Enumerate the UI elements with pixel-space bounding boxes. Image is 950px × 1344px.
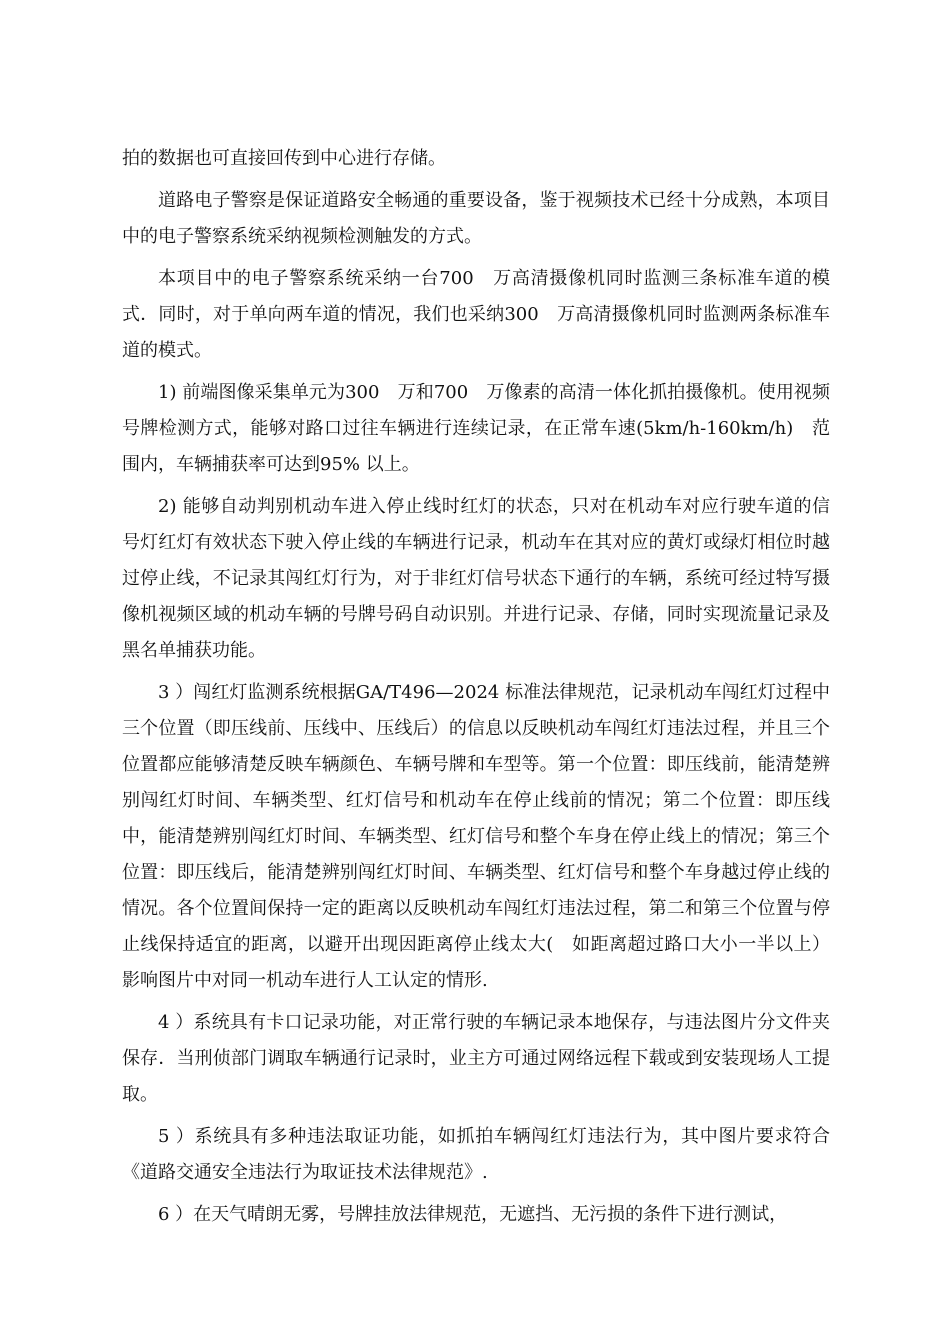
paragraph-item-2-red-light-detection: 2) 能够自动判别机动车进入停止线时红灯的状态，只对在机动车对应行驶车道的信号灯红灯有效状态下驶入停止线的车辆进行记录，机动车在其对应的黄灯或绿灯相位时越过停止线，不记录其闯红灯行为，对于非红灯信号状态下通行的车辆，系统可经过特写摄像机视频区域的机动车辆的号牌号码自动识别。并进行记录、存储，同时实现流量记录及黑名单捕获功能。 (122, 496, 830, 661)
document-body (122, 141, 830, 1239)
paragraph-item-6-test-conditions: 6 ）在天气晴朗无雾，号牌挂放法律规范，无遮挡、无污损的条件下进行测试， (158, 1204, 788, 1225)
paragraph-storage-continuation: 拍的数据也可直接回传到中心进行存储。 (122, 148, 446, 169)
paragraph-item-3-three-positions: 3 ）闯红灯监测系统根据GA/T496—2024 标准法律规范，记录机动车闯红灯过程中三个位置（即压线前、压线中、压线后）的信息以反映机动车闯红灯违法过程，并且三个位置都应能够清楚反映车辆颜色、车辆号牌和车型等。第一个位置：即压线前，能清楚辨别闯红灯时间、车辆类型、红灯信号和机动车在停止线前的情况；第二个位置：即压线中，能清楚辨别闯红灯时间、车辆类型、红灯信号和整个车身在停止线上的情况；第三个位置：即压线后，能清楚辨别闯红灯时间、车辆类型、红灯信号和整个车身越过停止线的情况。各个位置间保持一定的距离以反映机动车闯红灯违法过程，第二和第三个位置与停止线保持适宜的距离，以避开出现因距离停止线太大( 如距离超过路口大小一半以上）影响图片中对同一机动车进行人工认定的情形. (122, 682, 830, 991)
paragraph-item-1-front-end: 1) 前端图像采集单元为300 万和700 万像素的高清一体化抓拍摄像机。使用视频号牌检测方式，能够对路口过往车辆进行连续记录，在正常车速(5km/h-160km/h) 范围内，车辆捕获率可达到95% 以上。 (122, 382, 830, 475)
paragraph-camera-mode: 本项目中的电子警察系统采纳一台700 万高清摄像机同时监测三条标准车道的模式．同时，对于单向两车道的情况，我们也采纳300 万高清摄像机同时监测两条标准车道的模式。 (122, 268, 830, 361)
paragraph-item-4-checkpoint-record: 4 ）系统具有卡口记录功能，对正常行驶的车辆记录本地保存，与违法图片分文件夹保存．当刑侦部门调取车辆通行记录时，业主方可通过网络远程下载或到安装现场人工提取。 (122, 1012, 830, 1105)
paragraph-item-5-evidence: 5 ）系统具有多种违法取证功能，如抓拍车辆闯红灯违法行为，其中图片要求符合《道路交通安全违法行为取证技术法律规范》. (122, 1126, 830, 1183)
paragraph-electronic-police-intro: 道路电子警察是保证道路安全畅通的重要设备，鉴于视频技术已经十分成熟，本项目中的电子警察系统采纳视频检测触发的方式。 (122, 190, 830, 247)
